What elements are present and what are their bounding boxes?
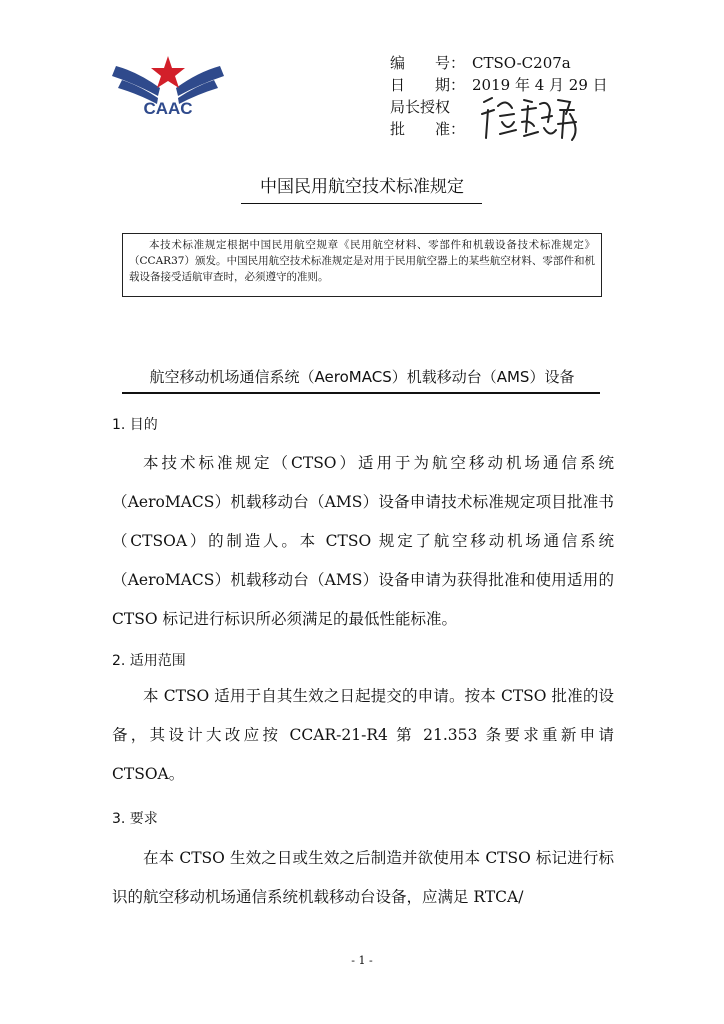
section-heading-scope: 2. 适用范围 <box>112 653 186 669</box>
notice-box: 本技术标准规定根据中国民用航空规章《民用航空材料、零部件和机载设备技术标准规定》（CCAR37）颁发。中国民用航空技术标准规定是对用于民用航空器上的某些航空材料、零部件和机载设备接受适航审查时，必须遵守的准则。 <box>122 233 602 297</box>
meta-approval-label: 批 准： <box>390 120 466 138</box>
document-date: 2019 年 4 月 29 日 <box>472 76 608 94</box>
document-title: 中国民用航空技术标准规定 <box>260 177 464 197</box>
document-number: CTSO-C207a <box>472 54 571 72</box>
caac-logo <box>108 52 228 124</box>
subject-underline <box>122 392 600 394</box>
standard-subject-title: 航空移动机场通信系统（AeroMACS）机载移动台（AMS）设备 <box>149 368 575 386</box>
section-heading-purpose: 1. 目的 <box>112 417 158 433</box>
section-body-scope: 本 CTSO 适用于自其生效之日起提交的申请。按本 CTSO 批准的设备，其设计大改应按 CCAR-21-R4 第 21.353 条要求重新申请 CTSOA。 <box>112 687 614 783</box>
handwritten-signature <box>478 92 588 147</box>
section-body-requirements: 在本 CTSO 生效之日或生效之后制造并欲使用本 CTSO 标记进行标识的航空移动机场通信系统机载移动台设备，应满足 RTCA/ <box>112 849 614 906</box>
meta-number-row: 编 号： CTSO-C207a <box>390 54 571 72</box>
caac-wordmark: CAAC <box>143 99 193 118</box>
star-icon <box>151 56 185 88</box>
section-heading-requirements: 3. 要求 <box>112 811 158 827</box>
meta-authorization-label: 局长授权 <box>390 98 451 116</box>
section-body-purpose: 本技术标准规定（CTSO）适用于为航空移动机场通信系统（AeroMACS）机载移动台（AMS）设备申请技术标准规定项目批准书（CTSOA）的制造人。本 CTSO 规定了航空移动机场通信系统（AeroMACS）机载移动台（AMS）设备申请为获得批准和使用适用的 CTSO 标记进行标识所必须满足的最低性能标准。 <box>112 454 614 628</box>
page-number: - 1 - <box>351 954 373 967</box>
title-underline <box>241 203 482 204</box>
meta-date-row: 日 期： 2019 年 4 月 29 日 <box>390 76 608 94</box>
